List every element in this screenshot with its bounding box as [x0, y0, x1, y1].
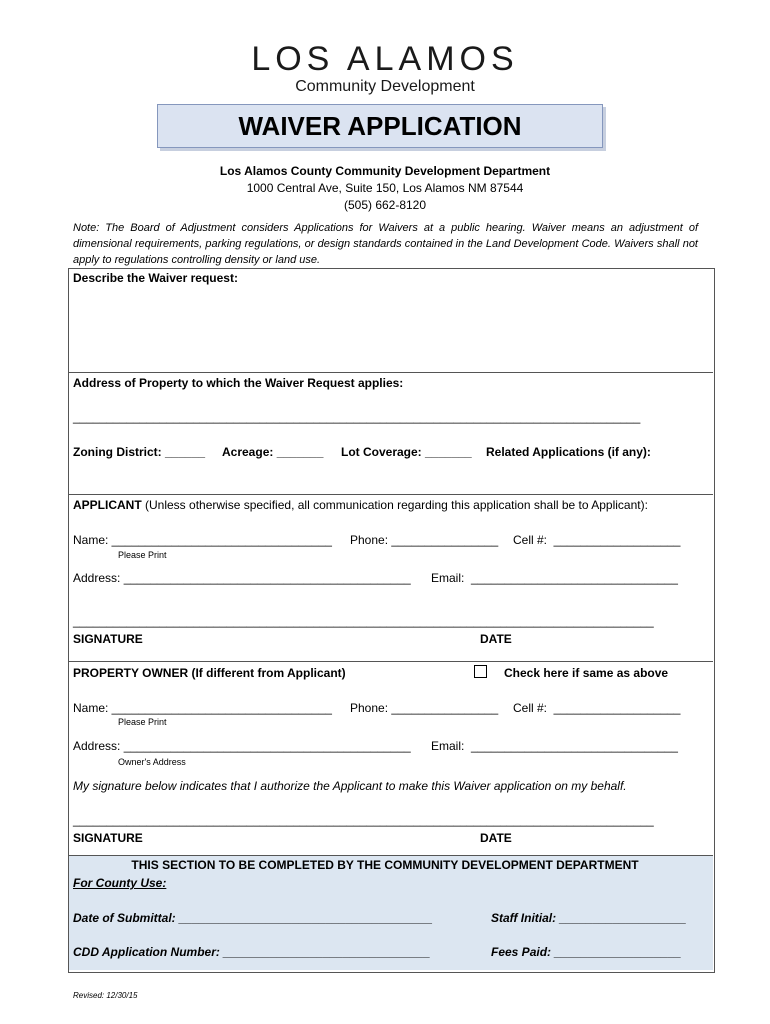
county-section-heading: THIS SECTION TO BE COMPLETED BY THE COMMUNITY DEVELOPMENT DEPARTMENT [131, 858, 639, 872]
owner-heading: PROPERTY OWNER (If different from Applicant) [73, 666, 346, 680]
owner-name-field[interactable]: Name: _________________________________ [73, 701, 332, 715]
fees-paid-field[interactable]: Fees Paid: ___________________ [491, 945, 682, 959]
signature-label: SIGNATURE [73, 632, 143, 646]
applicant-heading [73, 498, 648, 512]
date-of-submittal-field[interactable]: Date of Submittal: ______________________________________ [73, 911, 433, 925]
dept-address: 1000 Central Ave, Suite 150, Los Alamos NM 87544 [246, 181, 524, 195]
property-address-field[interactable]: _____________________________________________________________________________________ [73, 410, 641, 424]
applicant-name-field[interactable]: Name: _________________________________ [73, 533, 332, 547]
staff-initial-field[interactable]: Staff Initial: ___________________ [491, 911, 687, 925]
please-print-hint: Please Print [118, 550, 167, 560]
applicant-phone-field[interactable]: Phone: ________________ [350, 533, 499, 547]
divider [68, 372, 713, 373]
applicant-heading-bold: APPLICANT [73, 498, 142, 512]
describe-label: Describe the Waiver request: [73, 271, 238, 285]
same-as-above-checkbox[interactable] [474, 665, 487, 678]
dept-phone: (505) 662-8120 [343, 198, 427, 212]
lot-coverage-field[interactable]: Lot Coverage: _______ [341, 445, 472, 459]
describe-field[interactable] [73, 290, 703, 368]
title-banner [157, 104, 603, 148]
applicant-heading-note: (Unless otherwise specified, all communication regarding this application shall be to Applicant): [141, 498, 648, 512]
divider [68, 494, 713, 495]
acreage-field[interactable]: Acreage: _______ [222, 445, 324, 459]
applicant-cell-field[interactable]: Cell #: ___________________ [513, 533, 681, 547]
for-county-use-label: For County Use: [73, 876, 167, 890]
applicant-signature-line[interactable]: _______________________________________________________________________________________ [73, 614, 654, 628]
owner-email-field[interactable]: Email: _______________________________ [431, 739, 678, 753]
same-as-above-label: Check here if same as above [504, 666, 669, 680]
note-text: Note: The Board of Adjustment considers Applications for Waivers at a public hearing. Waiver means an adjustment of dimensional requirements, parking regulations, or design standards contained in the Land Development Code. Waivers shall not apply to regulations controlling density or land use. [73, 222, 698, 266]
cdd-application-number-field[interactable]: CDD Application Number: _______________________________ [73, 945, 431, 959]
owner-signature-line[interactable]: _______________________________________________________________________________________ [73, 813, 654, 827]
date-label: DATE [480, 831, 512, 845]
please-print-hint: Please Print [118, 717, 167, 727]
applicant-address-field[interactable]: Address: ___________________________________________ [73, 571, 411, 585]
applicant-email-field[interactable]: Email: _______________________________ [431, 571, 678, 585]
authorization-statement: My signature below indicates that I authorize the Applicant to make this Waiver application on my behalf. [73, 779, 627, 793]
property-address-label: Address of Property to which the Waiver Request applies: [73, 376, 404, 390]
divider [68, 855, 713, 856]
owner-address-field[interactable]: Address: ___________________________________________ [73, 739, 411, 753]
dept-name: Los Alamos County Community Development Department [219, 164, 551, 178]
related-applications-field[interactable]: Related Applications (if any): [486, 445, 651, 459]
logo-subtitle: Community Development [295, 78, 475, 95]
date-label: DATE [480, 632, 512, 646]
revision-date: Revised: 12/30/15 [73, 991, 138, 1000]
page-title: WAIVER APPLICATION [238, 111, 522, 141]
owners-address-hint: Owner's Address [118, 757, 186, 767]
zoning-field[interactable]: Zoning District: ______ [73, 445, 206, 459]
owner-cell-field[interactable]: Cell #: ___________________ [513, 701, 681, 715]
owner-phone-field[interactable]: Phone: ________________ [350, 701, 499, 715]
signature-label: SIGNATURE [73, 831, 143, 845]
logo-wordmark: LOS ALAMOS [251, 40, 519, 78]
divider [68, 661, 713, 662]
